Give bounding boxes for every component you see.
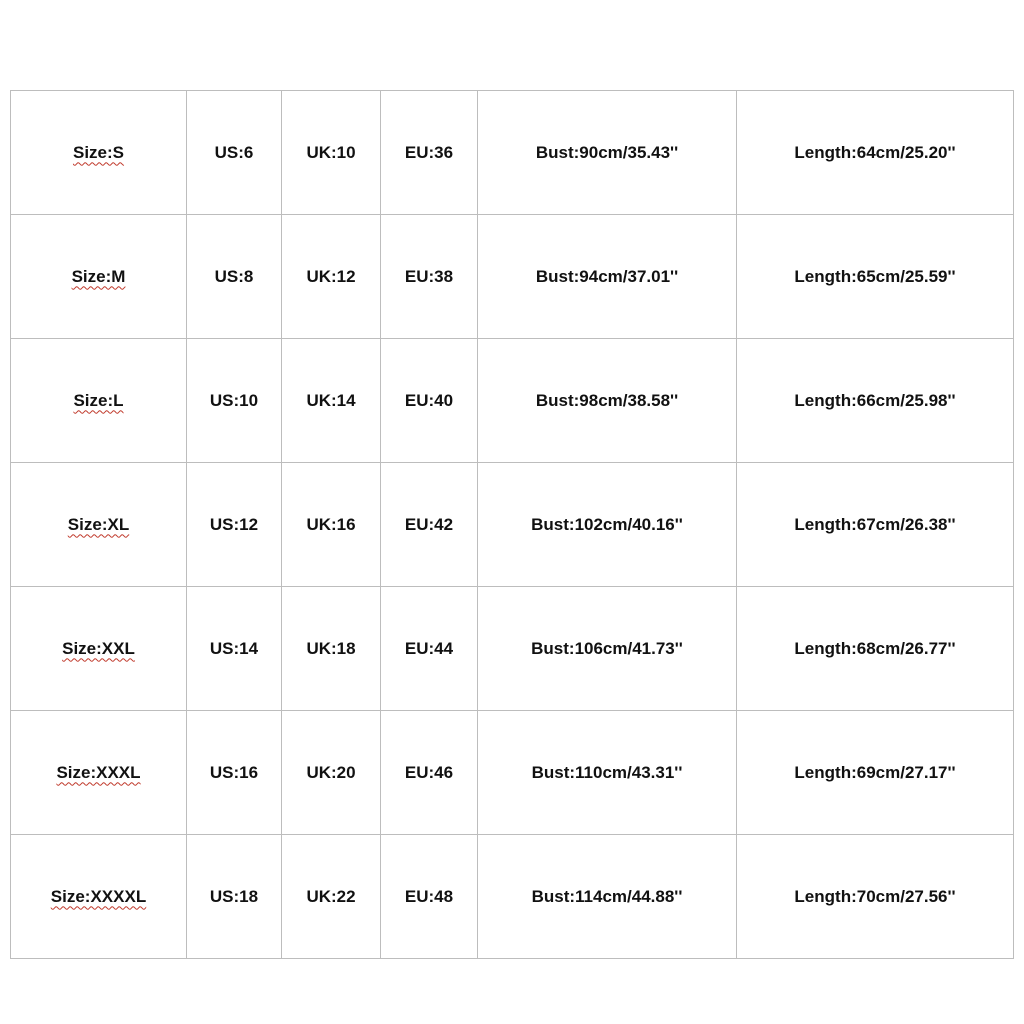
cell-us — [187, 711, 282, 835]
length-value: Length:65cm/25.59'' — [794, 266, 956, 286]
cell-us — [187, 463, 282, 587]
cell-length — [737, 463, 1014, 587]
cell-us — [187, 91, 282, 215]
uk-value: UK:16 — [306, 514, 356, 534]
size-chart-table — [10, 90, 1014, 959]
uk-value: UK:12 — [306, 266, 356, 286]
cell-eu — [381, 215, 478, 339]
table-row — [11, 215, 1014, 339]
cell-size — [11, 463, 187, 587]
table-row — [11, 91, 1014, 215]
length-value: Length:68cm/26.77'' — [794, 638, 956, 658]
cell-eu — [381, 463, 478, 587]
cell-us — [187, 215, 282, 339]
length-value: Length:70cm/27.56'' — [794, 886, 956, 906]
size-value: Size:XXXXL — [50, 886, 147, 906]
cell-uk — [282, 463, 381, 587]
cell-eu — [381, 339, 478, 463]
table-row — [11, 339, 1014, 463]
length-value: Length:66cm/25.98'' — [794, 390, 956, 410]
bust-value: Bust:110cm/43.31'' — [531, 762, 683, 782]
bust-value: Bust:98cm/38.58'' — [535, 390, 679, 410]
us-value: US:10 — [209, 390, 259, 410]
uk-value: UK:22 — [306, 886, 356, 906]
length-value: Length:64cm/25.20'' — [794, 142, 956, 162]
cell-uk — [282, 215, 381, 339]
table-row — [11, 463, 1014, 587]
table-row — [11, 587, 1014, 711]
eu-value: EU:36 — [404, 142, 454, 162]
cell-bust — [478, 339, 737, 463]
eu-value: EU:46 — [404, 762, 454, 782]
cell-size — [11, 339, 187, 463]
eu-value: EU:40 — [404, 390, 454, 410]
cell-size — [11, 835, 187, 959]
bust-value: Bust:94cm/37.01'' — [535, 266, 679, 286]
cell-us — [187, 339, 282, 463]
cell-length — [737, 711, 1014, 835]
cell-uk — [282, 91, 381, 215]
cell-uk — [282, 339, 381, 463]
eu-value: EU:38 — [404, 266, 454, 286]
size-value: Size:XXXL — [56, 762, 141, 782]
cell-eu — [381, 587, 478, 711]
cell-us — [187, 835, 282, 959]
bust-value: Bust:106cm/41.73'' — [531, 638, 683, 658]
us-value: US:16 — [209, 762, 259, 782]
cell-bust — [478, 587, 737, 711]
cell-size — [11, 215, 187, 339]
us-value: US:14 — [209, 638, 259, 658]
table-row — [11, 835, 1014, 959]
uk-value: UK:10 — [306, 142, 356, 162]
bust-value: Bust:102cm/40.16'' — [531, 514, 683, 534]
cell-eu — [381, 91, 478, 215]
size-value: Size:XXL — [62, 638, 135, 658]
cell-length — [737, 91, 1014, 215]
cell-length — [737, 587, 1014, 711]
us-value: US:8 — [214, 266, 254, 286]
cell-bust — [478, 711, 737, 835]
cell-size — [11, 711, 187, 835]
cell-length — [737, 215, 1014, 339]
cell-size — [11, 587, 187, 711]
cell-bust — [478, 215, 737, 339]
cell-bust — [478, 91, 737, 215]
cell-uk — [282, 587, 381, 711]
length-value: Length:67cm/26.38'' — [794, 514, 956, 534]
eu-value: EU:48 — [404, 886, 454, 906]
cell-eu — [381, 711, 478, 835]
uk-value: UK:18 — [306, 638, 356, 658]
us-value: US:6 — [214, 142, 254, 162]
cell-length — [737, 339, 1014, 463]
bust-value: Bust:90cm/35.43'' — [535, 142, 679, 162]
cell-us — [187, 587, 282, 711]
size-value: Size:XL — [67, 514, 130, 534]
eu-value: EU:44 — [404, 638, 454, 658]
us-value: US:12 — [209, 514, 259, 534]
size-value: Size:M — [71, 266, 126, 286]
cell-eu — [381, 835, 478, 959]
size-value: Size:S — [72, 142, 125, 162]
cell-bust — [478, 835, 737, 959]
cell-bust — [478, 463, 737, 587]
uk-value: UK:14 — [306, 390, 356, 410]
eu-value: EU:42 — [404, 514, 454, 534]
size-value: Size:L — [73, 390, 124, 410]
cell-size — [11, 91, 187, 215]
length-value: Length:69cm/27.17'' — [794, 762, 956, 782]
cell-uk — [282, 835, 381, 959]
cell-length — [737, 835, 1014, 959]
us-value: US:18 — [209, 886, 259, 906]
table-row — [11, 711, 1014, 835]
cell-uk — [282, 711, 381, 835]
uk-value: UK:20 — [306, 762, 356, 782]
bust-value: Bust:114cm/44.88'' — [531, 886, 683, 906]
